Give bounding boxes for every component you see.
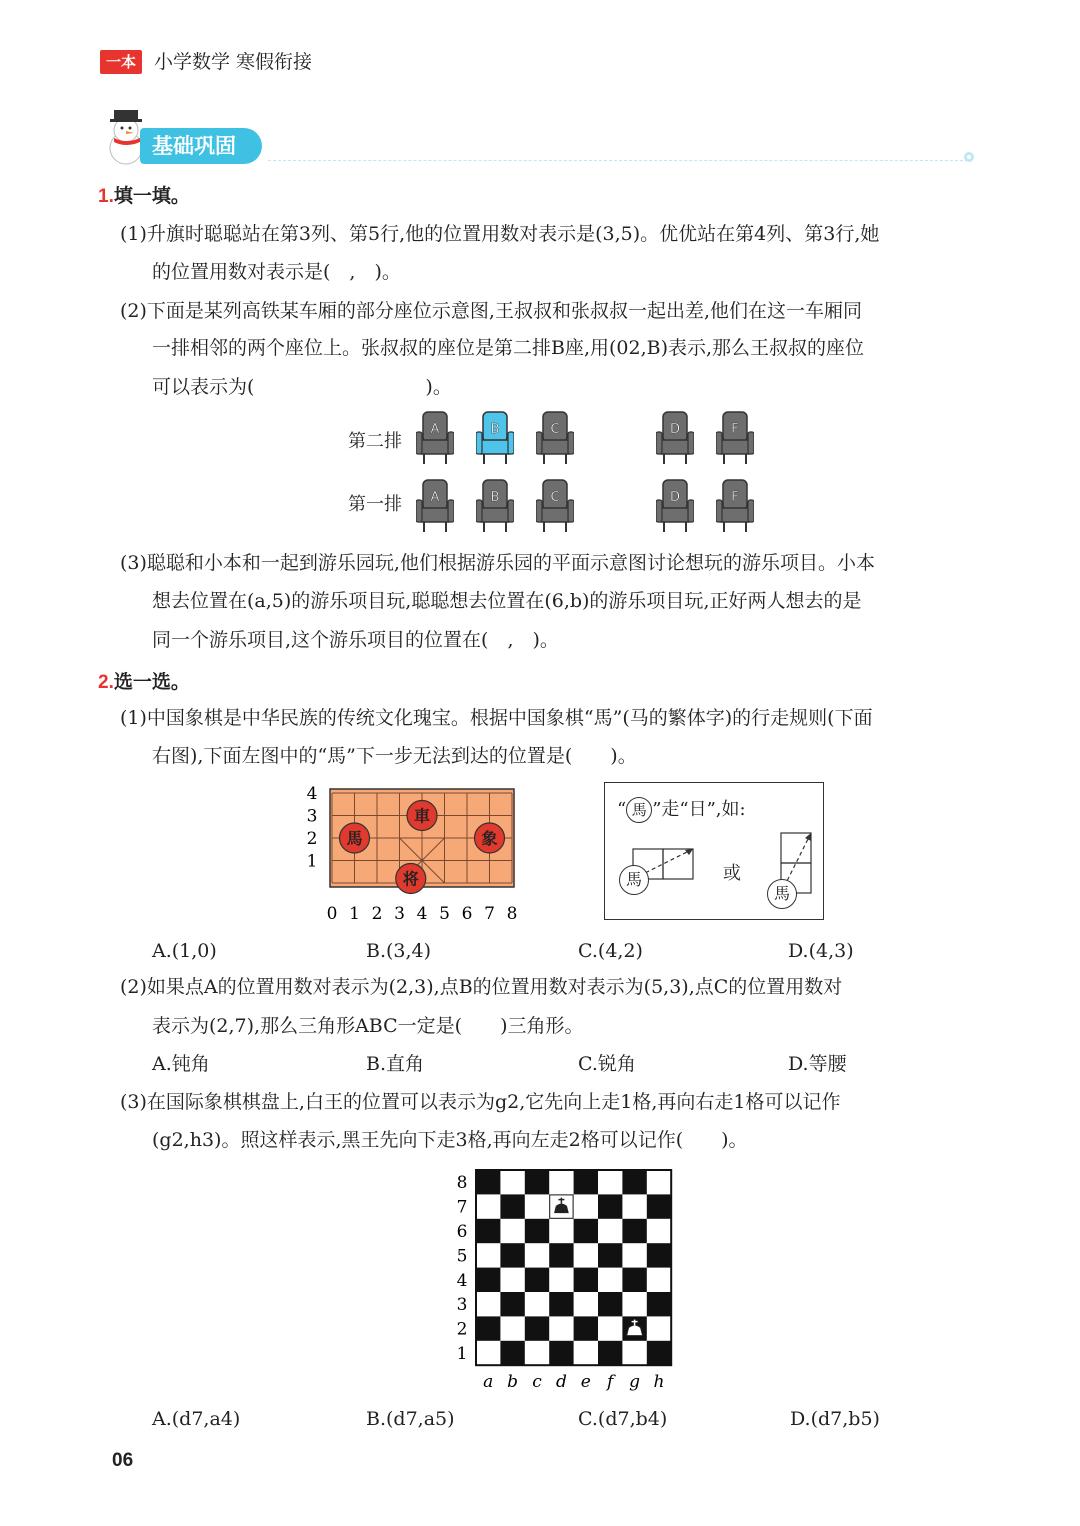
q2-p1-line2: 右图),下面左图中的“馬”下一步无法到达的位置是( )。	[152, 745, 637, 767]
seat-2-C	[536, 410, 574, 468]
q2-2-option-a[interactable]: A.钝角	[152, 1053, 210, 1075]
white-king-icon	[623, 1317, 645, 1339]
brand-logo: 一本	[100, 50, 142, 74]
chess-dark-square	[525, 1170, 549, 1194]
chess-rank-label: 3	[456, 1295, 468, 1316]
q1-heading	[98, 181, 190, 212]
chess-dark-square	[500, 1194, 524, 1218]
seat-1-D	[656, 478, 694, 536]
q1-title: 填一填。	[113, 185, 190, 207]
horse-rule-box	[604, 782, 824, 920]
chess-dark-square	[525, 1316, 549, 1340]
header-title: 小学数学 寒假衔接	[154, 51, 313, 73]
q2-3-option-b[interactable]: B.(d7,a5)	[366, 1408, 455, 1430]
q1-p3-line3: 同一个游乐项目,这个游乐项目的位置在( , )。	[152, 629, 559, 651]
q1-p2-line3: 可以表示为( )。	[152, 376, 452, 398]
q1-number: 1.	[98, 186, 114, 207]
section-banner	[100, 108, 980, 168]
seat-letter: C	[550, 490, 560, 505]
chess-dark-square	[647, 1194, 671, 1218]
xq-piece-label: 将	[402, 869, 419, 889]
chess-rank-label: 4	[456, 1270, 468, 1291]
chess-dark-square	[598, 1292, 622, 1316]
q2-1-option-a[interactable]: A.(1,0)	[152, 940, 217, 962]
xq-x-tick: 6	[461, 904, 473, 924]
q2-2-option-c[interactable]: C.锐角	[578, 1053, 636, 1075]
seat-2-B	[476, 410, 514, 468]
row1-label: 第一排	[348, 494, 402, 515]
seat-letter: F	[731, 490, 739, 505]
page-number: 06	[112, 1450, 134, 1471]
q1-p1-line1: (1)升旗时聪聪站在第3列、第5行,他的位置用数对表示是(3,5)。优优站在第4列、第3行,她	[120, 223, 880, 245]
chess-rank-label: 6	[456, 1222, 468, 1242]
chess-file-label: c	[532, 1372, 542, 1393]
xq-piece-label: 馬	[346, 829, 363, 848]
chess-file-label: f	[607, 1372, 614, 1393]
rule-or-text: 或	[723, 863, 741, 884]
q1-p1-line2: 的位置用数对表示是( , )。	[152, 261, 401, 283]
xq-y-tick: 3	[306, 806, 318, 827]
chess-dark-square	[647, 1243, 671, 1267]
chess-dark-square	[622, 1170, 646, 1194]
chess-file-label: h	[653, 1372, 665, 1393]
seat-letter: A	[430, 422, 440, 437]
chess-file-label: d	[555, 1372, 567, 1393]
q2-1-option-b[interactable]: B.(3,4)	[366, 940, 432, 962]
chess-dark-square	[598, 1194, 622, 1218]
chess-rank-label: 5	[456, 1246, 468, 1267]
rule-quote-open: “	[617, 799, 627, 820]
seat-letter: B	[490, 422, 500, 437]
q1-p2-line2: 一排相邻的两个座位上。张叔叔的座位是第二排B座,用(02,B)表示,那么王叔叔的座位	[152, 337, 865, 359]
seat-1-C	[536, 478, 574, 536]
q2-p2-line2: 表示为(2,7),那么三角形ABC一定是( )三角形。	[152, 1015, 584, 1037]
q2-1-option-c[interactable]: C.(4,2)	[578, 940, 643, 962]
xq-piece-label: 象	[481, 829, 498, 848]
q2-3-option-a[interactable]: A.(d7,a4)	[152, 1408, 241, 1430]
chess-rank-label: 7	[456, 1197, 468, 1218]
q2-2-option-d[interactable]: D.等腰	[788, 1053, 847, 1075]
q2-1-option-d[interactable]: D.(4,3)	[788, 940, 854, 962]
rule-quote-rest: ”走“日”,如:	[652, 799, 746, 820]
chess-dark-square	[598, 1243, 622, 1267]
xq-x-tick: 2	[371, 904, 383, 924]
chess-dark-square	[549, 1243, 573, 1267]
q2-2-option-b[interactable]: B.直角	[366, 1053, 425, 1075]
seat-letter: A	[430, 490, 440, 505]
chess-dark-square	[647, 1341, 671, 1365]
flower-icon	[962, 150, 976, 164]
chess-dark-square	[622, 1268, 646, 1292]
seat-letter: B	[490, 490, 500, 505]
chess-dark-square	[476, 1170, 500, 1194]
seat-2-A	[416, 410, 454, 468]
xq-x-tick: 8	[506, 904, 518, 924]
xq-x-tick: 7	[484, 904, 495, 924]
xq-x-tick: 4	[416, 904, 428, 924]
seat-letter: C	[550, 422, 560, 437]
xq-y-tick: 2	[306, 829, 318, 849]
q1-p3-line1: (3)聪聪和小本和一起到游乐园玩,他们根据游乐园的平面示意图讨论想玩的游乐项目。小本	[120, 552, 875, 574]
chess-dark-square	[622, 1219, 646, 1243]
chess-dark-square	[598, 1341, 622, 1365]
xq-y-tick: 4	[306, 785, 318, 804]
xq-piece-label: 車	[413, 806, 431, 826]
chess-dark-square	[574, 1268, 598, 1292]
q2-3-option-c[interactable]: C.(d7,b4)	[578, 1408, 668, 1430]
xq-x-tick: 0	[326, 904, 338, 924]
row2-label: 第二排	[348, 431, 402, 452]
seat-1-B	[476, 478, 514, 536]
rule-piece-circle: 馬	[626, 797, 652, 823]
chess-dark-square	[549, 1292, 573, 1316]
rule-horse-piece-2: 馬	[767, 879, 797, 909]
chess-file-label: g	[629, 1372, 641, 1393]
rule-horse-piece-1: 馬	[619, 865, 649, 895]
chess-dark-square	[525, 1268, 549, 1292]
xiangqi-board	[300, 785, 520, 925]
chess-dark-square	[574, 1170, 598, 1194]
chess-dark-square	[500, 1243, 524, 1267]
chess-dark-square	[500, 1341, 524, 1365]
seat-letter: F	[731, 422, 739, 437]
chess-dark-square	[525, 1219, 549, 1243]
seat-1-A	[416, 478, 454, 536]
chess-dark-square	[476, 1268, 500, 1292]
q2-p3-line2: (g2,h3)。照这样表示,黑王先向下走3格,再向左走2格可以记作( )。	[152, 1129, 748, 1151]
q2-title: 选一选。	[113, 671, 190, 693]
chess-board	[450, 1168, 680, 1400]
chess-dark-square	[647, 1292, 671, 1316]
seat-diagram	[340, 410, 780, 540]
chess-dark-square	[574, 1219, 598, 1243]
xq-x-tick: 5	[439, 904, 450, 924]
black-king-icon	[550, 1195, 572, 1217]
q1-p2-line1: (2)下面是某列高铁某车厢的部分座位示意图,王叔叔和张叔叔一起出差,他们在这一车厢同	[120, 300, 862, 322]
seat-letter: D	[669, 490, 681, 505]
q2-p1-line1: (1)中国象棋是中华民族的传统文化瑰宝。根据中国象棋“馬”(马的繁体字)的行走规则(下面	[120, 707, 873, 729]
q2-p2-line1: (2)如果点A的位置用数对表示为(2,3),点B的位置用数对表示为(5,3),点C的位置用数对	[120, 976, 843, 998]
xq-y-tick: 1	[306, 851, 318, 872]
chess-rank-label: 2	[456, 1319, 468, 1340]
chess-file-label: a	[483, 1372, 494, 1393]
q2-3-option-d[interactable]: D.(d7,b5)	[790, 1408, 880, 1430]
chess-dark-square	[500, 1292, 524, 1316]
seat-letter: D	[669, 422, 681, 437]
chess-dark-square	[549, 1341, 573, 1365]
q2-number: 2.	[98, 672, 114, 693]
chess-file-label: e	[580, 1372, 591, 1393]
q2-p3-line1: (3)在国际象棋棋盘上,白王的位置可以表示为g2,它先向上走1格,再向右走1格可以记作	[120, 1091, 841, 1113]
xq-x-tick: 1	[349, 904, 360, 924]
chess-dark-square	[574, 1316, 598, 1340]
chess-file-label: b	[507, 1372, 519, 1393]
chess-rank-label: 8	[456, 1173, 468, 1194]
q2-heading	[98, 667, 190, 698]
seat-2-F	[716, 410, 754, 468]
xq-x-tick: 3	[394, 904, 405, 924]
q1-p3-line2: 想去位置在(a,5)的游乐项目玩,聪聪想去位置在(6,b)的游乐项目玩,正好两人想去的是	[152, 590, 862, 612]
section-title: 基础巩固	[140, 128, 262, 164]
chess-rank-label: 1	[456, 1344, 468, 1364]
chess-dark-square	[476, 1316, 500, 1340]
chess-dark-square	[476, 1219, 500, 1243]
seat-2-D	[656, 410, 694, 468]
seat-1-F	[716, 478, 754, 536]
